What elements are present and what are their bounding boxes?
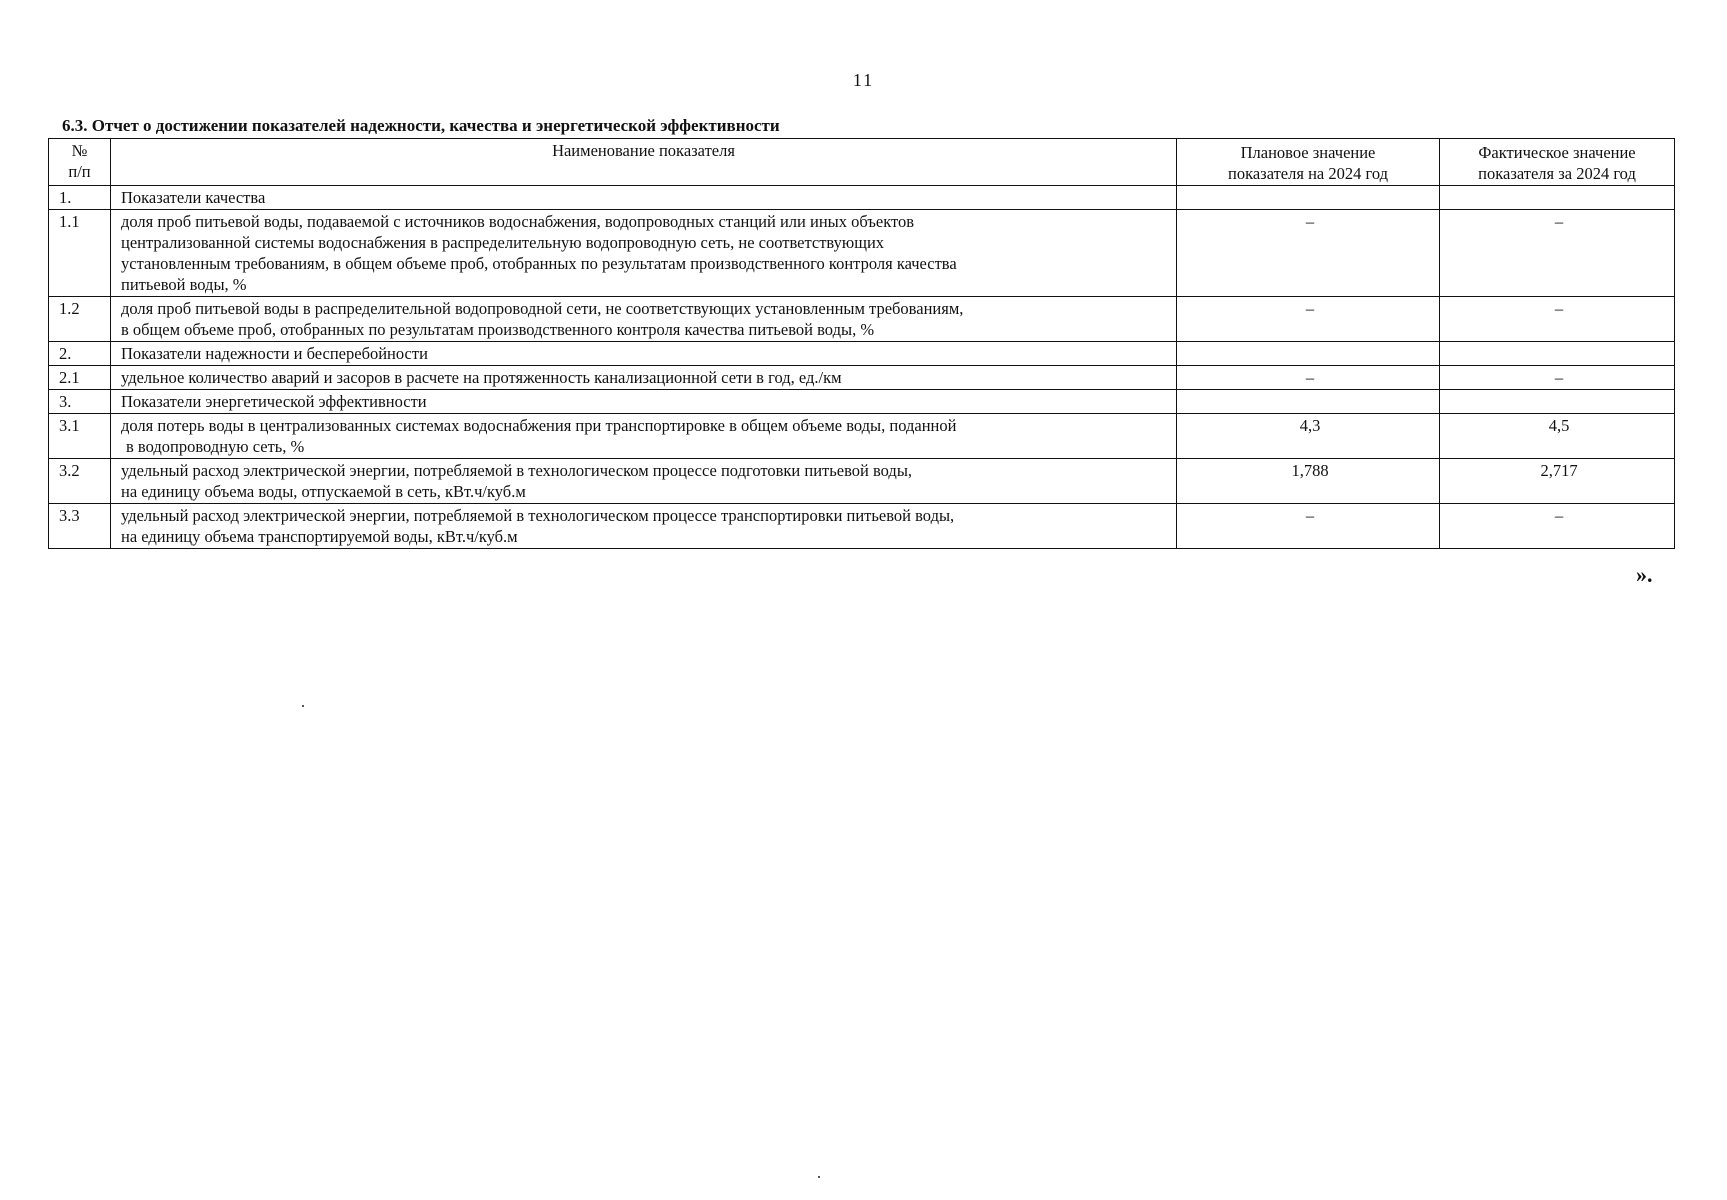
header-fact — [1440, 139, 1675, 186]
row-fact-value: – — [1440, 366, 1675, 390]
page-number: 11 — [852, 70, 875, 90]
row-name — [111, 390, 1177, 414]
header-plan-line: показателя на 2024 год — [1228, 164, 1388, 183]
row-name-line: доля проб питьевой воды в распределительной водопроводной сети, не соответствующих установленным требованиям, — [121, 299, 964, 318]
table-header-row — [49, 139, 1675, 186]
row-name-line: Показатели качества — [121, 188, 266, 207]
row-name-line: централизованной системы водоснабжения в распределительную водопроводную сеть, не соответствующих — [121, 233, 885, 252]
row-number: 1. — [49, 186, 111, 210]
header-fact-line: Фактическое значение — [1478, 143, 1636, 162]
row-name-line: доля проб питьевой воды, подаваемой с источников водоснабжения, водопроводных станций или иных объектов — [121, 212, 915, 231]
row-name — [111, 186, 1177, 210]
row-plan-value — [1177, 390, 1440, 414]
row-name-line: Показатели энергетической эффективности — [121, 392, 427, 411]
table-row — [49, 504, 1675, 549]
row-name — [111, 459, 1177, 504]
row-fact-value: 2,717 — [1440, 459, 1675, 504]
indicators-table — [48, 138, 1675, 549]
closing-quote-mark: ». — [1636, 562, 1653, 587]
row-fact-value: – — [1440, 504, 1675, 549]
row-number: 2.1 — [49, 366, 111, 390]
header-plan — [1177, 139, 1440, 186]
row-number: 1.1 — [49, 210, 111, 297]
row-name-line: удельное количество аварий и засоров в расчете на протяженность канализационной сети в год, ед./км — [121, 368, 842, 387]
scan-speck — [302, 705, 304, 707]
row-name — [111, 504, 1177, 549]
row-number: 2. — [49, 342, 111, 366]
header-num — [49, 139, 111, 186]
row-plan-value: – — [1177, 504, 1440, 549]
table-row — [49, 186, 1675, 210]
row-plan-value: 4,3 — [1177, 414, 1440, 459]
row-plan-value: – — [1177, 210, 1440, 297]
table-row — [49, 342, 1675, 366]
row-name-line: Показатели надежности и бесперебойности — [121, 344, 428, 363]
row-plan-value: 1,788 — [1177, 459, 1440, 504]
row-name-line: на единицу объема воды, отпускаемой в сеть, кВт.ч/куб.м — [121, 482, 526, 501]
row-plan-value — [1177, 186, 1440, 210]
header-num-line: № — [71, 141, 88, 160]
row-number: 3. — [49, 390, 111, 414]
row-number: 3.3 — [49, 504, 111, 549]
row-fact-value — [1440, 342, 1675, 366]
table-row — [49, 414, 1675, 459]
row-number: 3.2 — [49, 459, 111, 504]
row-plan-value — [1177, 342, 1440, 366]
row-fact-value: – — [1440, 210, 1675, 297]
row-name-line: в общем объеме проб, отобранных по результатам производственного контроля качества питьевой воды, % — [121, 320, 875, 339]
row-name — [111, 297, 1177, 342]
table-row — [49, 390, 1675, 414]
table-row — [49, 210, 1675, 297]
row-fact-value — [1440, 186, 1675, 210]
row-name — [111, 366, 1177, 390]
row-name-line: доля потерь воды в централизованных системах водоснабжения при транспортировке в общем объеме воды, поданной — [121, 416, 957, 435]
row-name — [111, 210, 1177, 297]
row-name-line: в водопроводную сеть, % — [126, 437, 305, 456]
row-name-line: удельный расход электрической энергии, потребляемой в технологическом процессе транспортировки питьевой воды, — [121, 506, 955, 525]
header-num-line: п/п — [68, 162, 91, 181]
scan-speck — [818, 1176, 820, 1178]
header-fact-line: показателя за 2024 год — [1478, 164, 1636, 183]
header-plan-line: Плановое значение — [1240, 143, 1376, 162]
row-fact-value: 4,5 — [1440, 414, 1675, 459]
table-row — [49, 459, 1675, 504]
table-row — [49, 366, 1675, 390]
header-name-text: Наименование показателя — [552, 141, 735, 160]
row-name — [111, 342, 1177, 366]
row-number: 1.2 — [49, 297, 111, 342]
row-plan-value: – — [1177, 297, 1440, 342]
row-plan-value: – — [1177, 366, 1440, 390]
table-row — [49, 297, 1675, 342]
section-title: 6.3. Отчет о достижении показателей надежности, качества и энергетической эффективности — [62, 116, 780, 135]
row-name-line: на единицу объема транспортируемой воды, кВт.ч/куб.м — [121, 527, 518, 546]
row-fact-value — [1440, 390, 1675, 414]
row-name — [111, 414, 1177, 459]
header-name — [111, 139, 1177, 186]
row-fact-value: – — [1440, 297, 1675, 342]
row-name-line: установленным требованиям, в общем объеме проб, отобранных по результатам производственного контроля качества — [121, 254, 957, 273]
row-name-line: удельный расход электрической энергии, потребляемой в технологическом процессе подготовки питьевой воды, — [121, 461, 913, 480]
row-name-line: питьевой воды, % — [121, 275, 247, 294]
row-number: 3.1 — [49, 414, 111, 459]
